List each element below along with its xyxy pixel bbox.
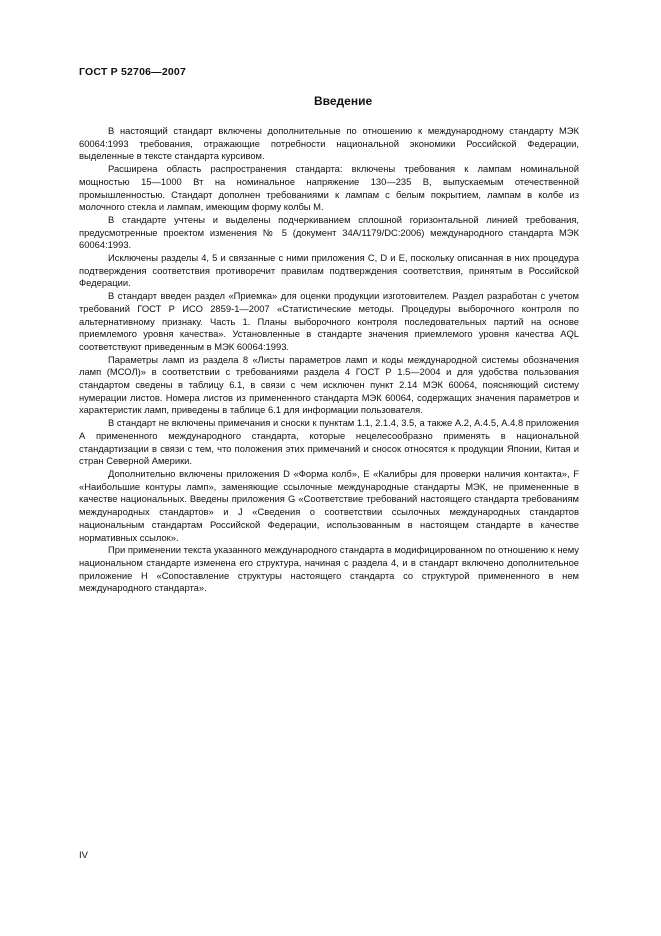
paragraph: В стандарте учтены и выделены подчеркиванием сплошной горизонтальной линией требования, предусмотренные проектом изменения № 5 (документ 34А/1179/DC:2006) международного стандарта МЭК 60064:1993. [79, 213, 579, 251]
page-number: IV [79, 850, 88, 861]
document-header: ГОСТ Р 52706—2007 [79, 66, 187, 78]
paragraph: В настоящий стандарт включены дополнительные по отношению к международному стандарту МЭК 60064:1993 требования, отражающие потребности национальной экономики Российской Федерации, выделенные в тексте стандарта курсивом. [79, 125, 579, 162]
paragraph: Дополнительно включены приложения D «Форма колб», E «Калибры для проверки наличия контакта», F «Наибольшие контуры ламп», заменяющие ссылочные международные стандарты МЭК, не примененные в качестве национальных. Введены приложения G «Соответствие требований настоящего стандарта требованиям международных стандартов» и J «Сведения о соответствии ссылочных международных стандартов национальным стандартам Российской Федерации, использованным в настоящем стандарте в качестве нормативных ссылок». [79, 467, 579, 543]
body-text [79, 125, 579, 595]
section-title [0, 94, 661, 108]
paragraph: Расширена область распространения стандарта: включены требования к лампам номинальной мощностью 15—1000 Вт на номинальное напряжение 130—235 В, выпускаемым отечественной промышленностью. Стандарт дополнен требованиями к лампам с белым покрытием, лампам в колбе из молочного стекла и лампам, имеющим форму колбы М. [79, 163, 579, 213]
paragraph: Параметры ламп из раздела 8 «Листы параметров ламп и коды международной системы обозначения ламп (МСОЛ)» в соответствии с требованиями раздела 4 ГОСТ Р 1.5—2004 и для удобства пользования стандартом сведены в таблицу 6.1, в связи с чем исключен пункт 2.14 МЭК 60064, поясняющий систему нумерации листов. Номера листов из примененного стандарта МЭК 60064, содержащих значения параметров и характеристик ламп, приведены в таблице 6.1 для информации пользователя. [79, 353, 579, 416]
paragraph: Исключены разделы 4, 5 и связанные с ними приложения C, D и E, поскольку описанная в них процедура подтверждения соответствия противоречит правилам подтверждения соответствия, принятым в Российской Федерации. [79, 252, 579, 289]
paragraph: В стандарт не включены примечания и сноски к пунктам 1.1, 2.1.4, 3.5, а также А.2, А.4.5, А.4.8 приложения А примененного международного стандарта, которые нецелесообразно применять в национальной стандартизации в связи с тем, что положения этих примечаний и сносок относятся к продукции Японии, Китая и стран Северной Америки. [79, 417, 579, 467]
section-title-text: Введение [314, 94, 373, 108]
paragraph: В стандарт введен раздел «Приемка» для оценки продукции изготовителем. Раздел разработан с учетом требований ГОСТ Р ИСО 2859-1—2007 «Статистические методы. Процедуры выборочного контроля по альтернативному признаку. Часть 1. Планы выборочного контроля последовательных партий на основе приемлемого уровня качества». Установленные в стандарте значения приемлемого уровня качества AQL соответствуют приведенным в МЭК 60064:1993. [79, 290, 579, 352]
paragraph: При применении текста указанного международного стандарта в модифицированном по отношению к нему национальном стандарте изменена его структура, начиная с раздела 4, и в стандарт включено дополнительное приложение Н «Сопоставление структуры настоящего стандарта со структурой примененного в нем международного стандарта». [79, 544, 579, 594]
